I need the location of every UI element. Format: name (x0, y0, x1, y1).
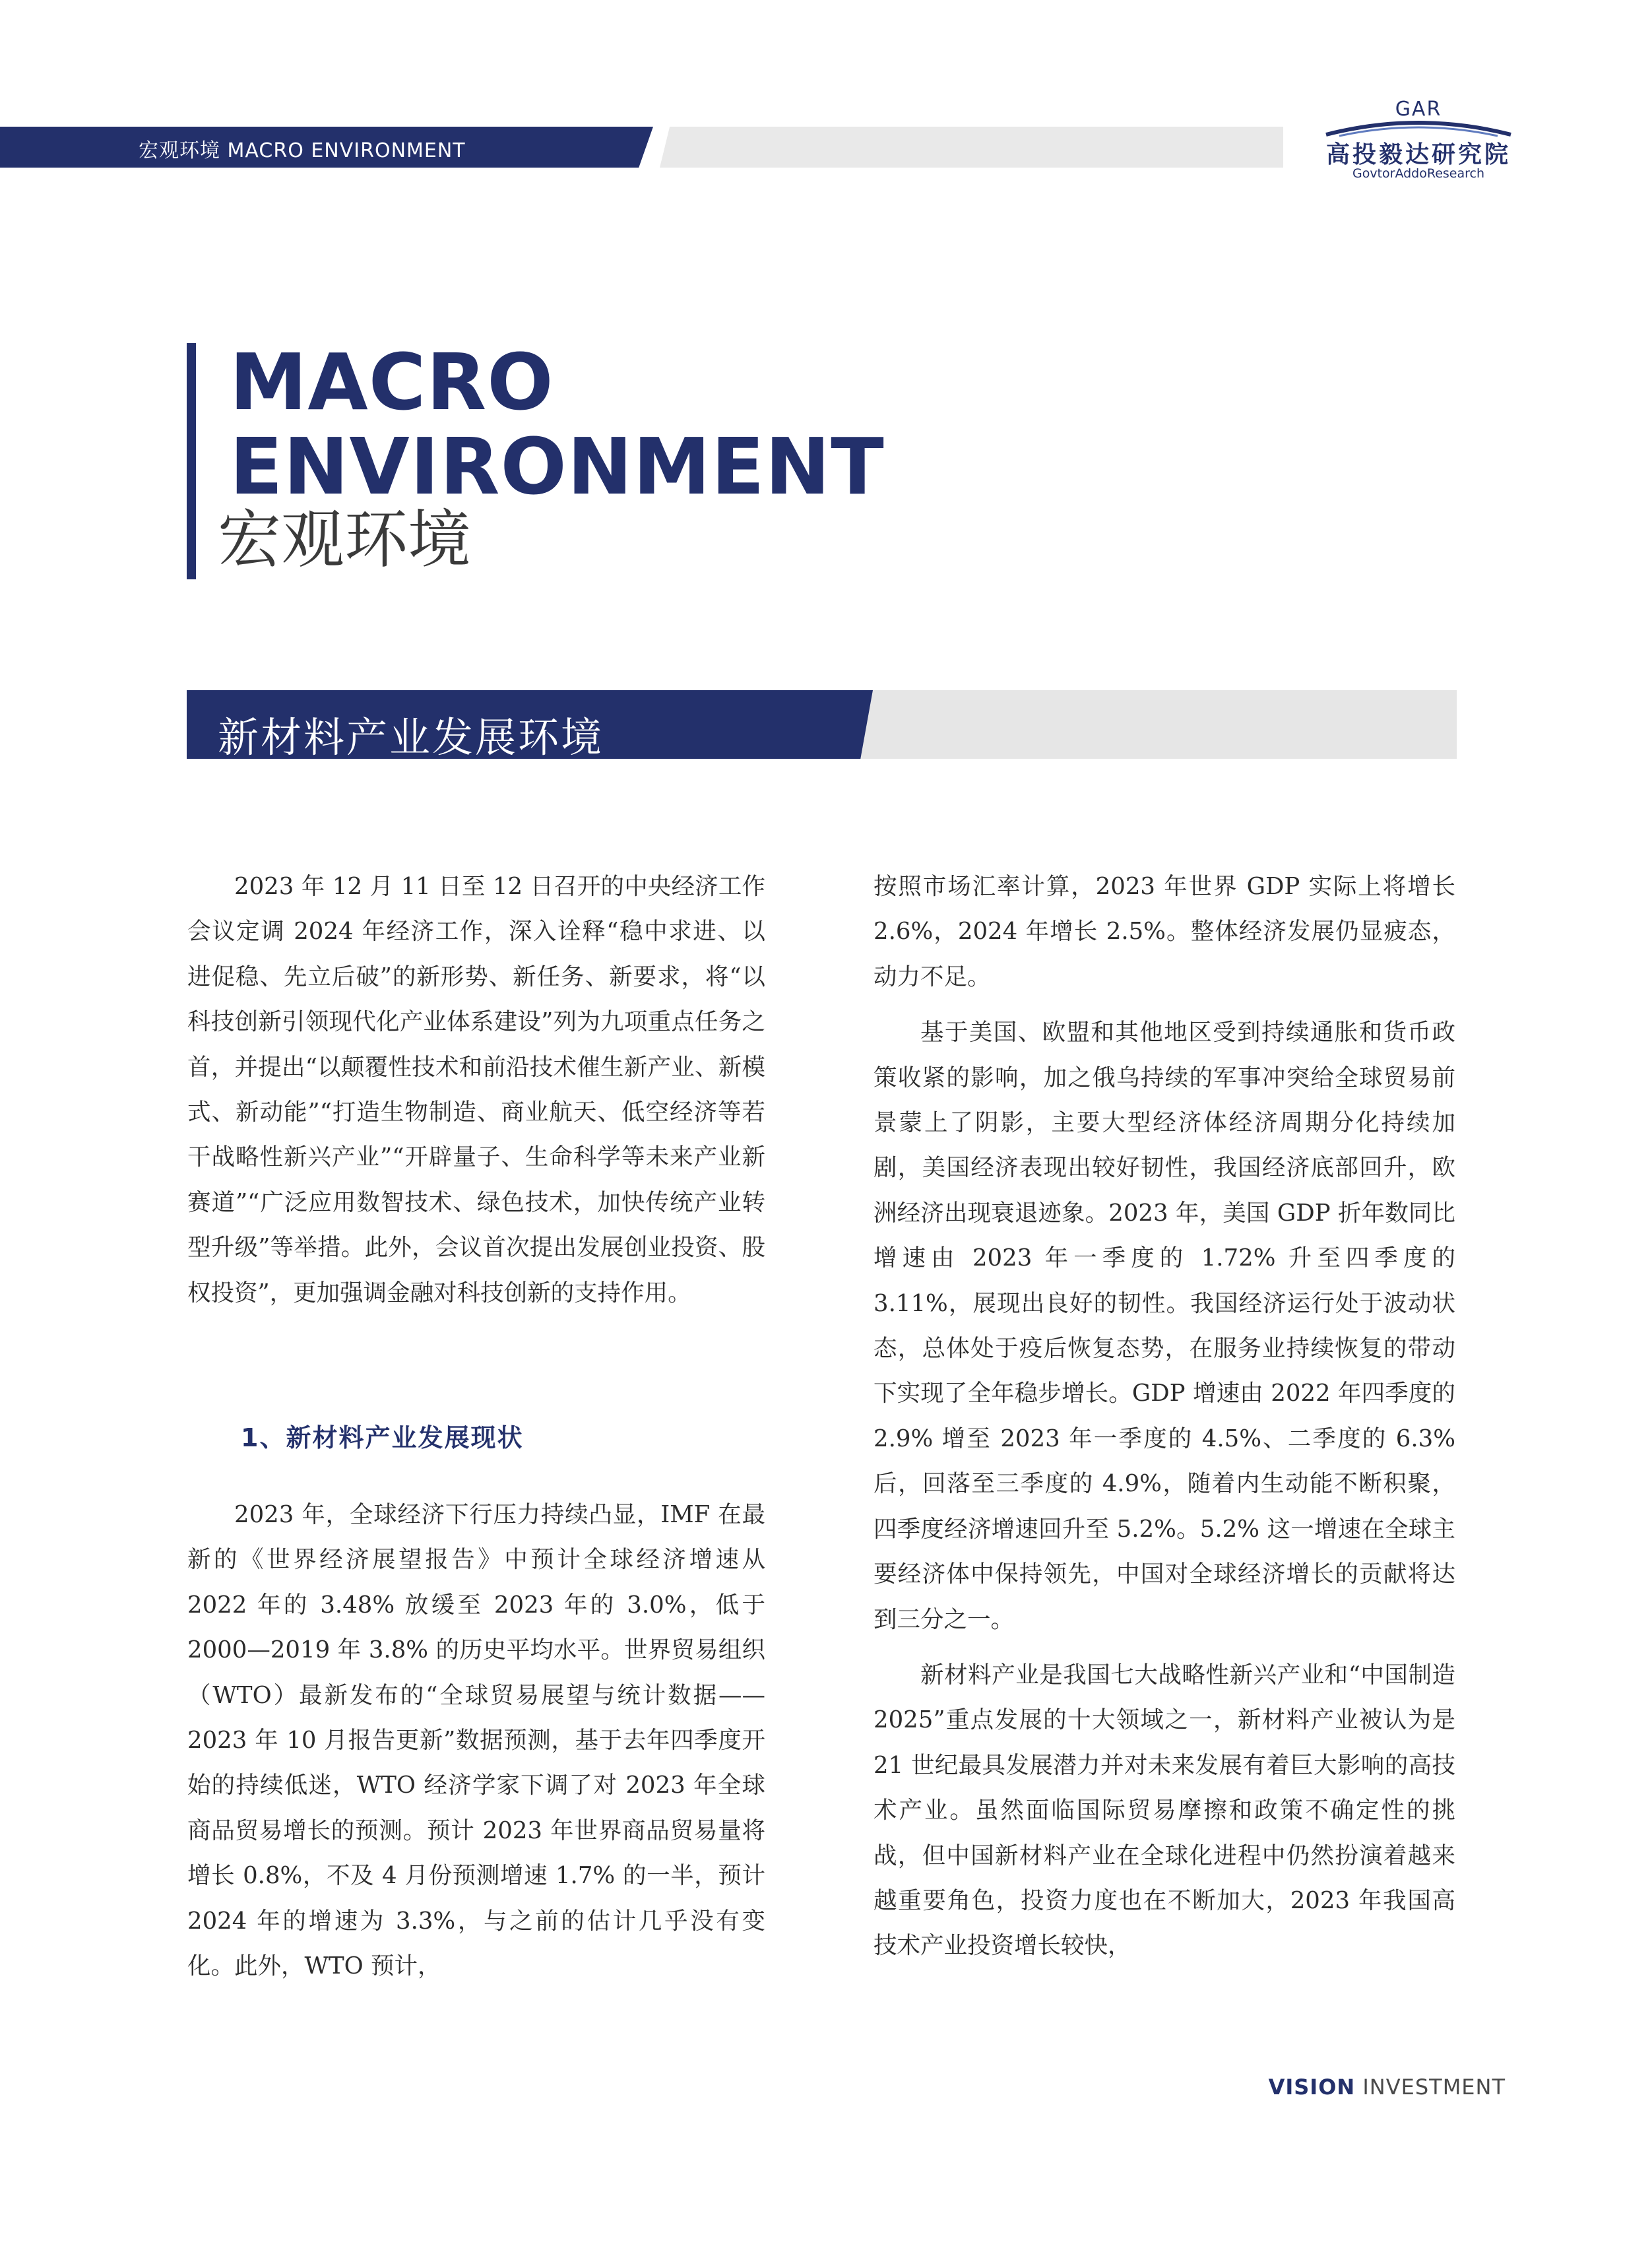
footer-rest: INVESTMENT (1355, 2075, 1506, 2100)
subheading: 1、新材料产业发展现状 (241, 1423, 524, 1452)
section-banner-light (851, 690, 1457, 759)
left-paragraph-2: 2023 年，全球经济下行压力持续凸显，IMF 在最新的《世界经济展望报告》中预计全球经济增速从 2022 年的 3.48% 放缓至 2023 年的 3.0%，低于 2000—2019 年 3.8% 的历史平均水平。世界贸易组织（WTO）最新发布的“全球贸易展望与统计数据——2023 年 10 月报告更新”数据预测，基于去年四季度开始的持续低迷，WTO 经济学家下调了对 2023 年全球商品贸易增长的预测。预计 2023 年世界商品贸易量将增长 0.8%，不及 4 月份预测增速 1.7% 的一半，预计 2024 年的增速为 3.3%，与之前的估计几乎没有变化。此外，WTO 预计， (187, 1501, 765, 1980)
footer-brand (1269, 2075, 1506, 2100)
title-accent-bar (187, 343, 196, 579)
logo-arc-icon (1313, 115, 1524, 139)
logo-abbr: GAR (1395, 98, 1442, 121)
left-column (187, 864, 765, 1316)
title-line-1: MACRO (230, 337, 554, 428)
right-column (874, 864, 1455, 1969)
header-band-light (660, 127, 1283, 168)
right-paragraph-2: 基于美国、欧盟和其他地区受到持续通胀和货币政策收紧的影响，加之俄乌持续的军事冲突给全球贸易前景蒙上了阴影，主要大型经济体经济周期分化持续加剧，美国经济表现出较好韧性，我国经济底部回升，欧洲经济出现衰退迹象。2023 年，美国 GDP 折年数同比增速由 2023 年一季度的 1.72% 升至四季度的 3.11%，展现出良好的韧性。我国经济运行处于波动状态，总体处于疫后恢复态势，在服务业持续恢复的带动下实现了全年稳步增长。GDP 增速由 2022 年四季度的 2.9% 增至 2023 年一季度的 4.5%、二季度的 6.3% 后，回落至三季度的 4.9%，随着内生动能不断积聚，四季度经济增速回升至 5.2%。5.2% 这一增速在全球主要经济体中保持领先，中国对全球经济增长的贡献将达到三分之一。 (874, 1019, 1455, 1633)
title-cn: 宏观环境 (218, 503, 471, 577)
right-paragraph-3: 新材料产业是我国七大战略性新兴产业和“中国制造 2025”重点发展的十大领域之一，新材料产业被认为是 21 世纪最具发展潜力并对未来发展有着巨大影响的高技术产业。虽然面临国际贸易摩擦和政策不确定性的挑战，但中国新材料产业在全球化进程中仍然扮演着越来越重要角色，投资力度也在不断加大，2023 年我国高技术产业投资增长较快， (874, 1661, 1455, 1960)
left-paragraph-1: 2023 年 12 月 11 日至 12 日召开的中央经济工作会议定调 2024 年经济工作，深入诠释“稳中求进、以进促稳、先立后破”的新形势、新任务、新要求，将“以科技创新引领现代化产业体系建设”列为九项重点任务之首，并提出“以颠覆性技术和前沿技术催生新产业、新模式、新动能”“打造生物制造、商业航天、低空经济等若干战略性新兴产业”“开辟量子、生命科学等未来产业新赛道”“广泛应用数智技术、绿色技术，加快传统产业转型升级”等举措。此外，会议首次提出发展创业投资、股权投资”，更加强调金融对科技创新的支持作用。 (187, 873, 765, 1306)
right-paragraph-1: 按照市场汇率计算，2023 年世界 GDP 实际上将增长 2.6%，2024 年增长 2.5%。整体经济发展仍显疲态，动力不足。 (874, 873, 1455, 990)
gar-logo (1313, 98, 1524, 190)
header-section-label: 宏观环境 MACRO ENVIRONMENT (139, 139, 466, 162)
logo-name-en: GovtorAddoResearch (1352, 166, 1485, 181)
left-column-lower (187, 1493, 765, 1989)
logo-name-cn: 高投毅达研究院 (1325, 141, 1511, 168)
title-line-2: ENVIRONMENT (230, 421, 885, 512)
footer-bold: VISION (1268, 2075, 1356, 2100)
section-banner-title: 新材料产业发展环境 (218, 713, 604, 761)
